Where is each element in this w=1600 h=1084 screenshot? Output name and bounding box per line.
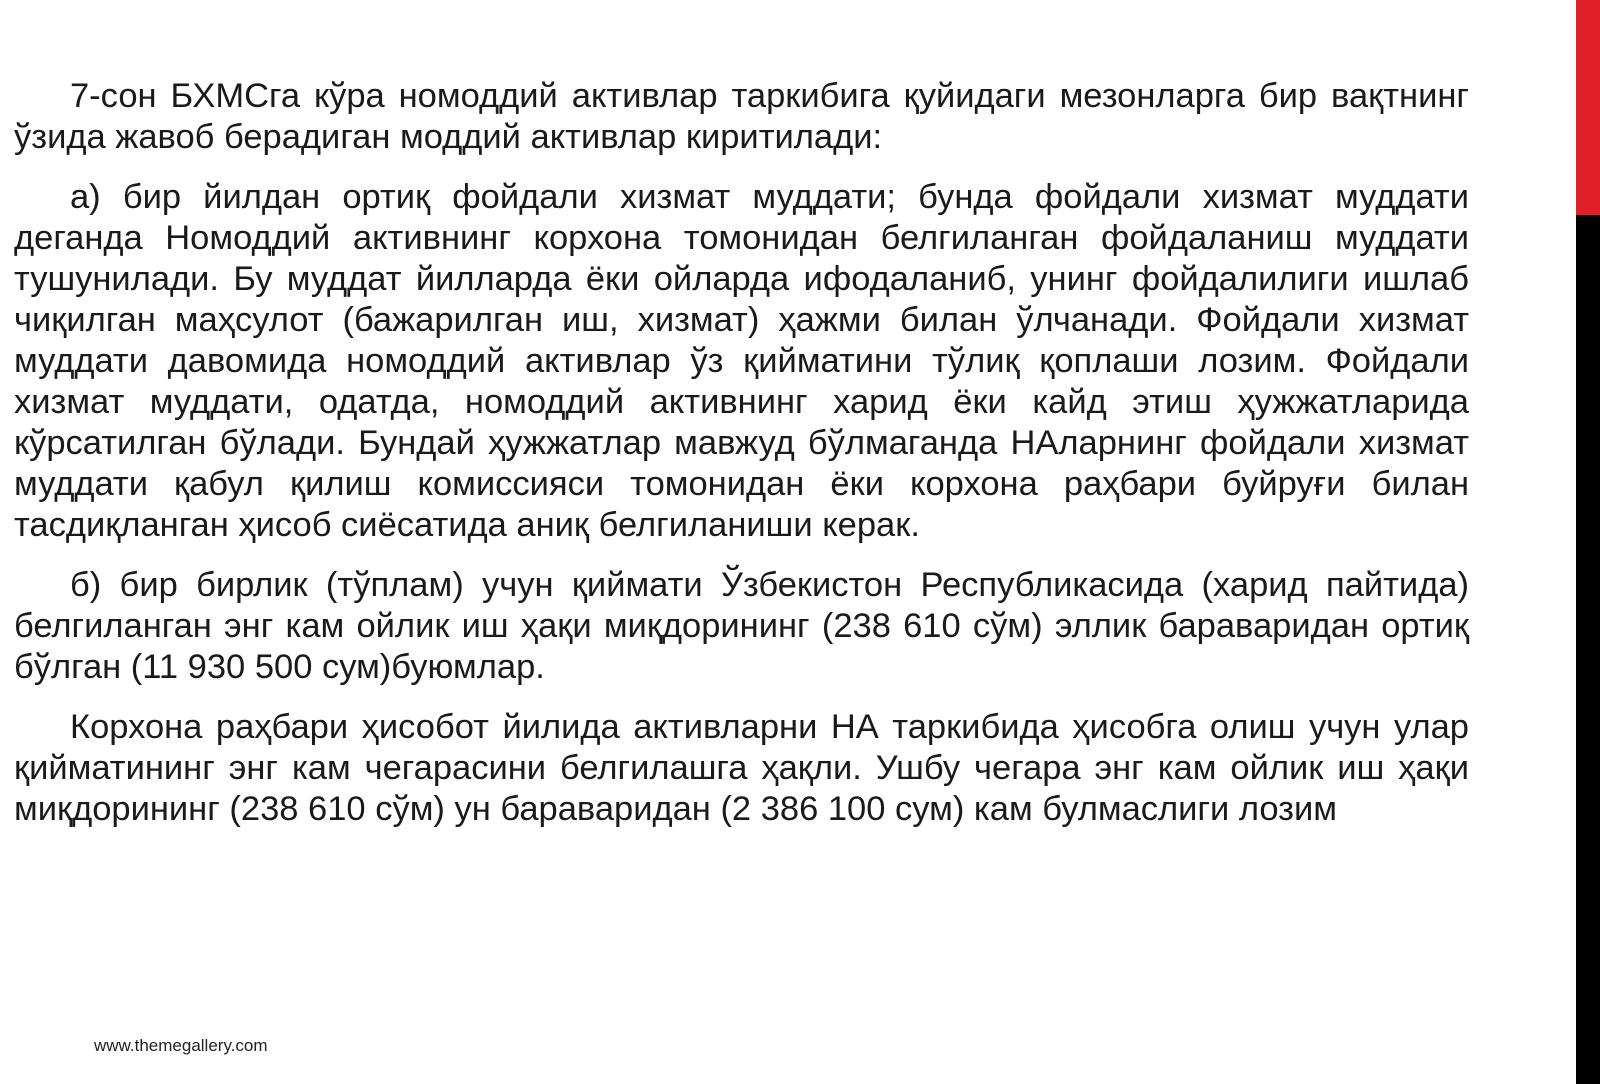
paragraph-intro: 7-сон БХМСга кўра номоддий активлар таркибига қуйидаги мезонларга бир вақтнинг ўзида жавоб берадиган моддий активлар киритилади: [14,77,1469,156]
paragraph-criterion-a: а) бир йилдан ортиқ фойдали хизмат муддати; бунда фойдали хизмат муддати деганда Номоддий активнинг корхона томонидан белгиланган фойдаланиш муддати тушунилади. Бу муддат йилларда ёки ойларда ифодаланиб, унинг фойдалилиги ишлаб чиқилган маҳсулот (бажарилган иш, хизмат) ҳажми билан ўлчанади. Фойдали хизмат муддати давомида номоддий активлар ўз қийматини тўлиқ қоплаши лозим. Фойдали хизмат муддати, одатда, номоддий активнинг харид ёки кайд этиш ҳужжатларида кўрсатилган бўлади. Бундай ҳужжатлар мавжуд бўлмаганда НАларнинг фойдали хизмат муддати қабул қилиш комиссияси томонидан ёки корхона раҳбари буйруғи билан тасдиқланган ҳисоб сиёсатида аниқ белгиланиши керак. [14,178,1469,544]
paragraph-criterion-b: б) бир бирлик (тўплам) учун қиймати Ўзбекистон Республикасида (харид пайтида) белгиланган энг кам ойлик иш ҳақи миқдорининг (238 610 сўм) эллик бараваридан ортиқ бўлган (11 930 500 сум)буюмлар. [14,566,1469,686]
decorative-side-bar [1576,0,1600,1084]
side-bar-black-segment [1576,215,1600,1084]
footer-url: www.themegallery.com [94,1036,268,1055]
side-bar-red-segment [1576,0,1600,215]
paragraph-threshold: Корхона раҳбари ҳисобот йилида активларни НА таркибида ҳисобга олиш учун улар қийматининг энг кам чегарасини белгилашга ҳақли. Ушбу чегара энг кам ойлик иш ҳақи миқдорининг (238 610 сўм) ун бараваридан (2 386 100 сум) кам булмаслиги лозим [14,708,1469,828]
slide-body [14,76,1469,849]
